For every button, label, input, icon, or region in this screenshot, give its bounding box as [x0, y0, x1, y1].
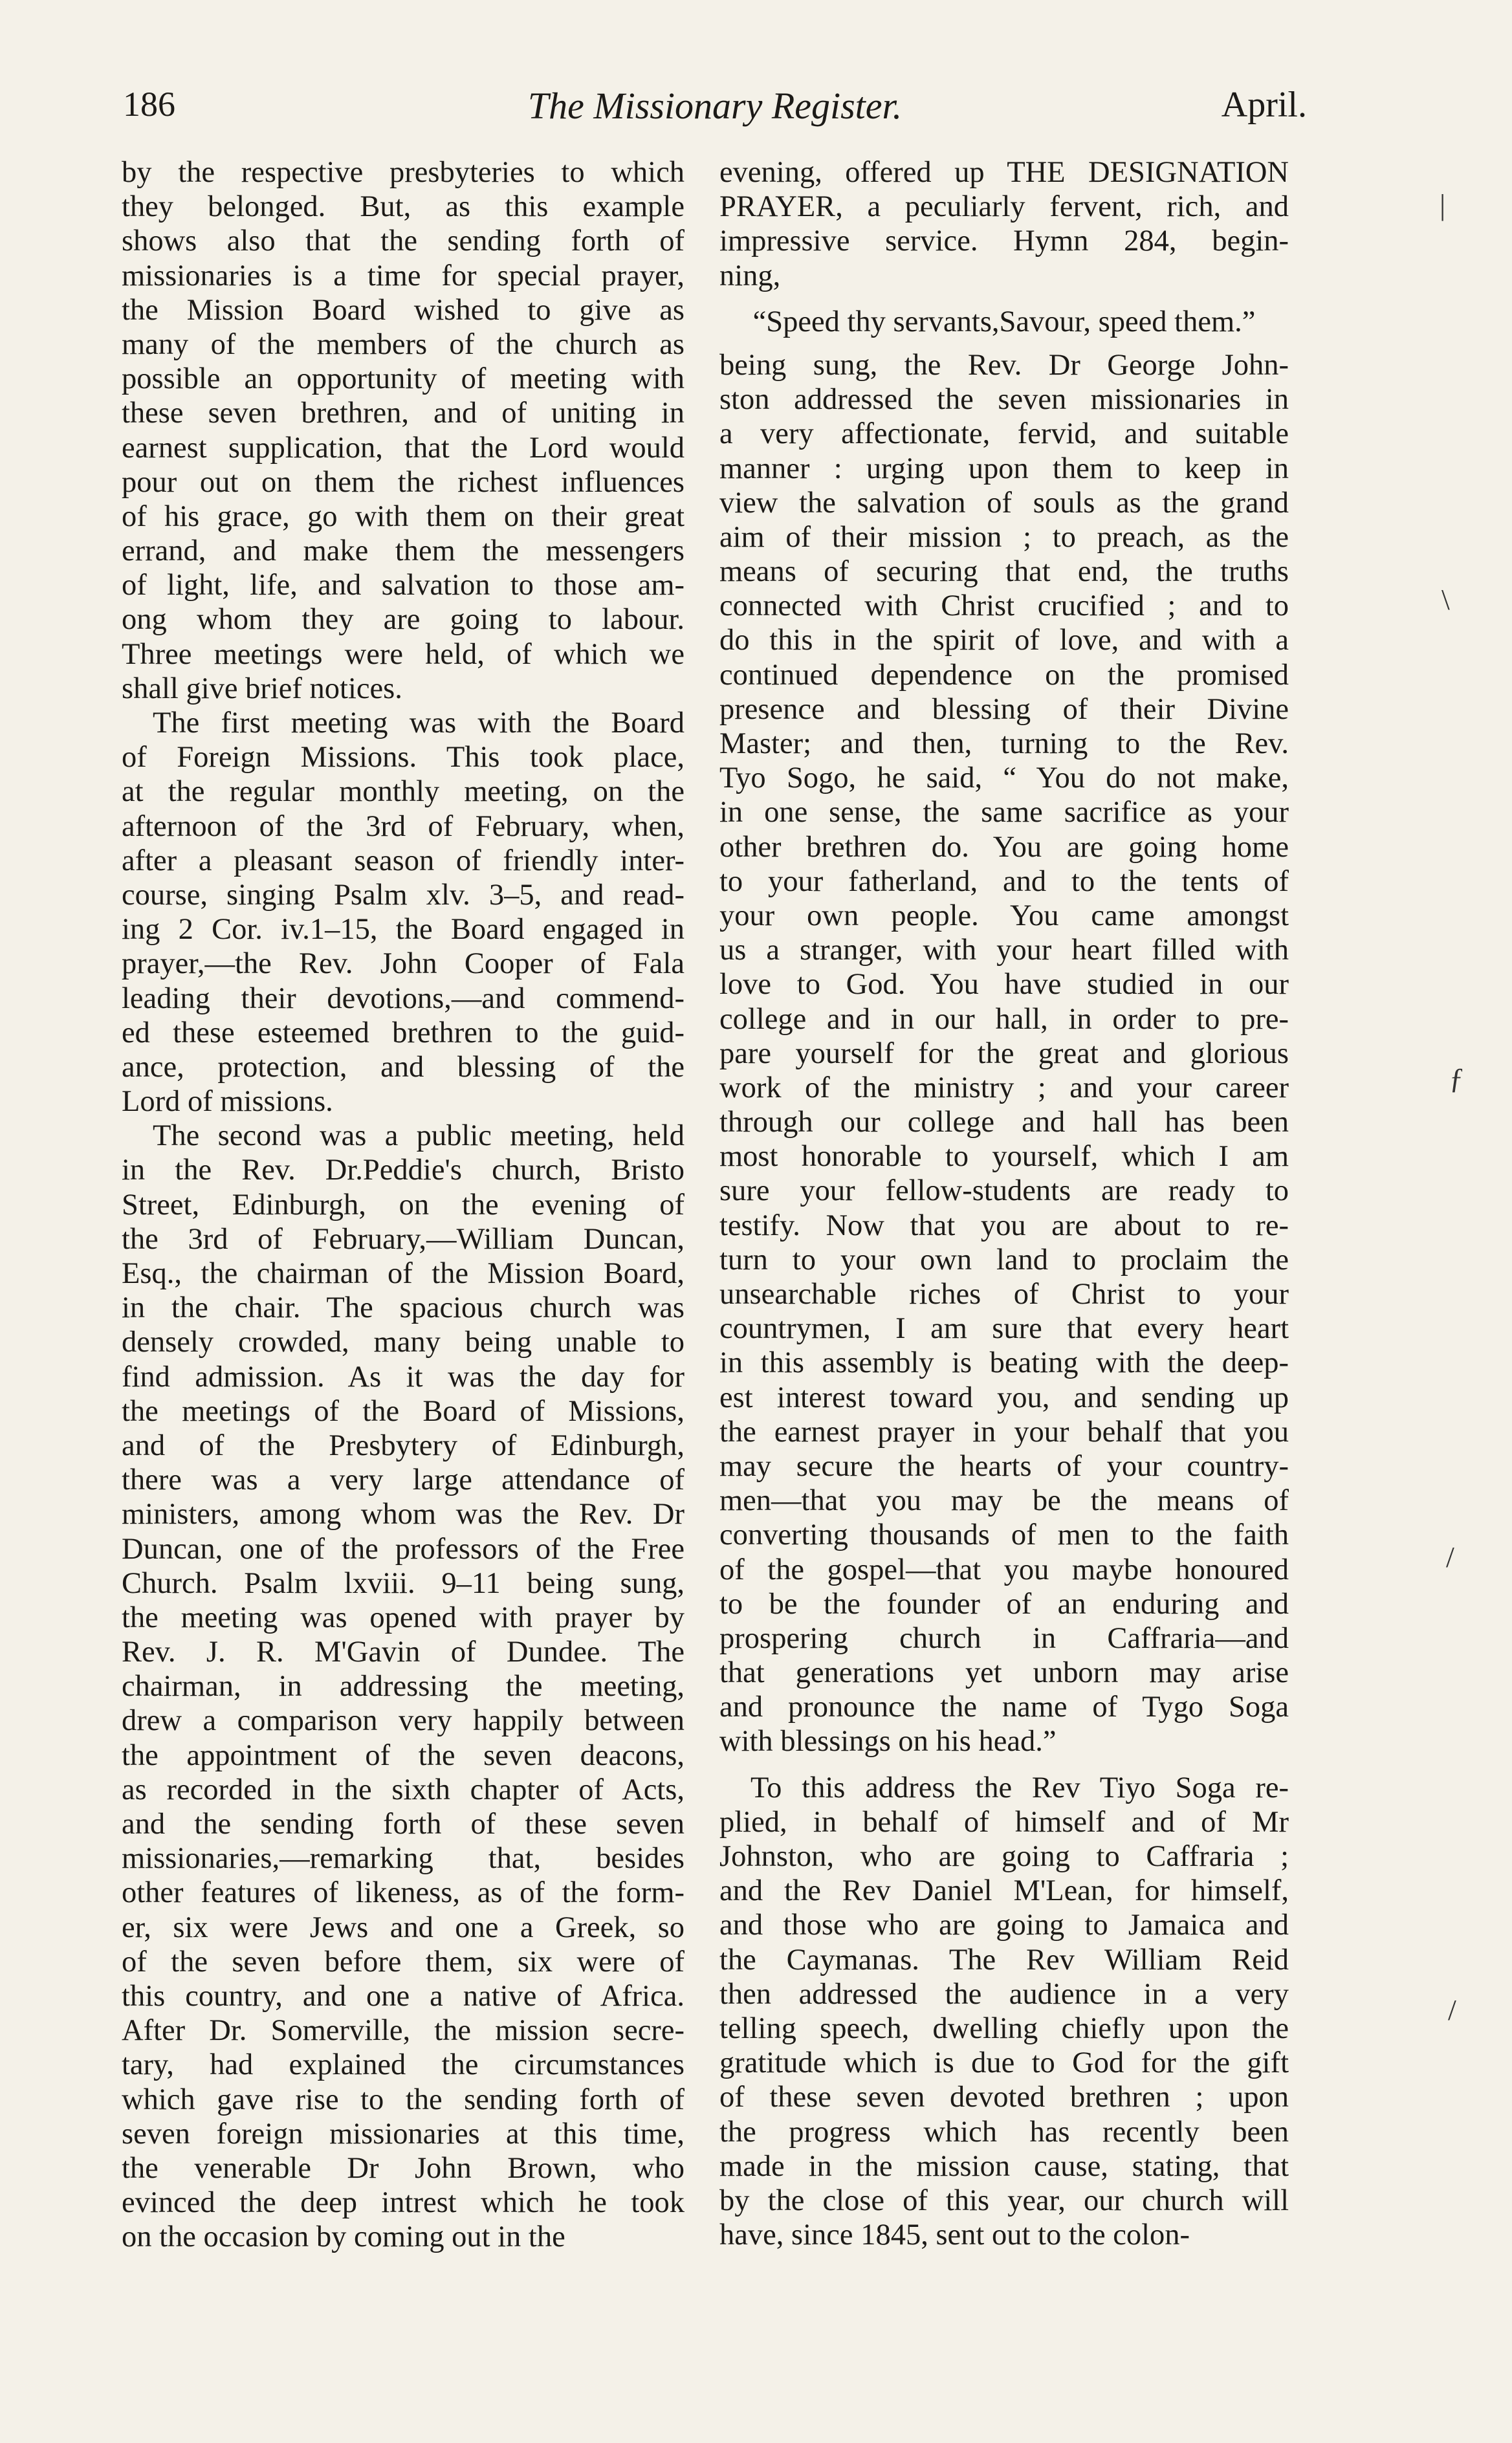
- text-line: and pronounce the name of Tygo Soga: [719, 1691, 1289, 1724]
- left-column: [122, 155, 685, 2254]
- text-line: these seven brethren, and of uniting in: [122, 397, 685, 430]
- text-line: afternoon of the 3rd of February, when,: [122, 809, 685, 843]
- text-line: sure your fellow-students are ready to: [719, 1174, 1289, 1208]
- text-line: pour out on them the richest influences: [122, 465, 685, 499]
- text-line: the meeting was opened with prayer by: [122, 1601, 685, 1634]
- text-line: to your fatherland, and to the tents of: [719, 864, 1289, 898]
- text-line: love to God. You have studied in our: [719, 968, 1289, 1002]
- text-line: continued dependence on the promised: [719, 658, 1289, 692]
- text-line: drew a comparison very happily between: [122, 1704, 685, 1738]
- text-line: of Foreign Missions. This took place,: [122, 741, 685, 774]
- text-line: densely crowded, many being unable to: [122, 1326, 685, 1359]
- text-line: leading their devotions,—and commend-: [122, 981, 685, 1015]
- text-line: most honorable to yourself, which I am: [719, 1140, 1289, 1174]
- text-line: To this address the Rev Tiyo Soga re-: [751, 1771, 1289, 1804]
- text-line: on the occasion by coming out in the: [122, 2220, 565, 2254]
- text-line: converting thousands of men to the faith: [719, 1518, 1289, 1552]
- text-line: in the chair. The spacious church was: [122, 1291, 685, 1325]
- text-line: by the respective presbyteries to which: [122, 156, 685, 189]
- text-line: college and in our hall, in order to pre-: [719, 1002, 1289, 1036]
- text-line: the 3rd of February,—William Duncan,: [122, 1222, 685, 1256]
- text-line: missionaries,—remarking that, besides: [122, 1842, 685, 1876]
- text-line: evinced the deep intrest which he took: [122, 2186, 685, 2220]
- text-line: er, six were Jews and one a Greek, so: [122, 1911, 685, 1944]
- text-line: the venerable Dr John Brown, who: [122, 2151, 685, 2185]
- text-line: other features of likeness, as of the form-: [122, 1876, 685, 1910]
- text-line: that generations yet unborn may arise: [719, 1656, 1289, 1690]
- text-line: ong whom they are going to labour.: [122, 603, 685, 637]
- text-line: made in the mission cause, stating, that: [719, 2149, 1289, 2183]
- text-line: chairman, in addressing the meeting,: [122, 1670, 685, 1704]
- text-line: errand, and make them the messengers: [122, 534, 685, 568]
- text-line: turn to your own land to proclaim the: [719, 1243, 1289, 1276]
- text-line: means of securing that end, the truths: [719, 555, 1289, 589]
- margin-mark: /: [1446, 1540, 1454, 1573]
- text-line: course, singing Psalm xlv. 3–5, and read-: [122, 878, 685, 912]
- text-line: a very affectionate, fervid, and suitable: [719, 417, 1289, 451]
- page-number: 186: [123, 85, 175, 124]
- text-line: Esq., the chairman of the Mission Board,: [122, 1257, 685, 1290]
- text-line: seven foreign missionaries at this time,: [122, 2117, 685, 2151]
- text-line: missionaries is a time for special prayer,: [122, 259, 685, 292]
- text-line: Lord of missions.: [122, 1085, 333, 1119]
- text-line: tary, had explained the circumstances: [122, 2048, 685, 2082]
- text-line: they belonged. But, as this example: [122, 190, 685, 224]
- text-line: us a stranger, with your heart filled with: [719, 934, 1289, 967]
- text-line: pare yourself for the great and glorious: [719, 1036, 1289, 1070]
- text-line: Rev. J. R. M'Gavin of Dundee. The: [122, 1636, 685, 1669]
- text-line: manner : urging upon them to keep in: [719, 452, 1289, 485]
- text-line: possible an opportunity of meeting with: [122, 362, 685, 396]
- text-line: and the sending forth of these seven: [122, 1808, 685, 1841]
- running-header: [123, 84, 1307, 136]
- text-line: view the salvation of souls as the grand: [719, 486, 1289, 520]
- margin-mark: /: [1448, 1993, 1456, 2026]
- text-line: shows also that the sending forth of: [122, 225, 685, 258]
- text-line: the Caymanas. The Rev William Reid: [719, 1943, 1289, 1977]
- text-line: have, since 1845, sent out to the colon-: [719, 2218, 1190, 2252]
- text-line: ston addressed the seven missionaries in: [719, 383, 1289, 417]
- text-line: at the regular monthly meeting, on the: [122, 775, 685, 809]
- text-line: testify. Now that you are about to re-: [719, 1209, 1289, 1242]
- text-line: The second was a public meeting, held: [153, 1119, 685, 1153]
- right-column-reply: [719, 1771, 1289, 2253]
- text-line: by the close of this year, our church will: [719, 2184, 1289, 2217]
- text-line: of the seven before them, six were of: [122, 1945, 685, 1978]
- text-line: this country, and one a native of Africa.: [122, 1979, 685, 2013]
- text-line: the earnest prayer in your behalf that you: [719, 1415, 1289, 1449]
- text-line: other brethren do. You are going home: [719, 830, 1289, 864]
- right-column: [719, 155, 1289, 2252]
- text-line: impressive service. Hymn 284, begin-: [719, 225, 1289, 258]
- text-line: there was a very large attendance of: [122, 1463, 685, 1497]
- text-line: The first meeting was with the Board: [153, 707, 685, 739]
- text-line: Master; and then, turning to the Rev.: [719, 727, 1289, 761]
- text-line: countrymen, I am sure that every heart: [719, 1312, 1289, 1346]
- margin-mark: |: [1440, 188, 1446, 221]
- text-line: of these seven devoted brethren ; upon: [719, 2081, 1289, 2114]
- text-line: PRAYER, a peculiarly fervent, rich, and: [719, 190, 1289, 224]
- text-line: the appointment of the seven deacons,: [122, 1738, 685, 1772]
- text-line: through our college and hall has been: [719, 1106, 1289, 1139]
- text-line: and the Rev Daniel M'Lean, for himself,: [719, 1874, 1289, 1908]
- right-column-address: [719, 348, 1289, 1759]
- text-line: unsearchable riches of Christ to your: [719, 1278, 1289, 1311]
- text-line: the Mission Board wished to give as: [122, 293, 685, 327]
- text-line: after a pleasant season of friendly inter-: [122, 844, 685, 877]
- text-line: est interest toward you, and sending up: [719, 1381, 1289, 1414]
- text-line: ing 2 Cor. iv.1–15, the Board engaged in: [122, 913, 685, 947]
- text-line: ning,: [719, 259, 781, 292]
- running-title: The Missionary Register.: [527, 85, 903, 127]
- text-line: of his grace, go with them on their great: [122, 499, 685, 533]
- text-line: work of the ministry ; and your career: [719, 1071, 1289, 1104]
- text-line: shall give brief notices.: [122, 672, 402, 705]
- text-line: presence and blessing of their Divine: [719, 692, 1289, 726]
- text-line: gratitude which is due to God for the gift: [719, 2046, 1289, 2080]
- text-line: ance, protection, and blessing of the: [122, 1050, 685, 1084]
- text-line: earnest supplication, that the Lord would: [122, 431, 685, 465]
- right-column-opening: [719, 155, 1289, 293]
- text-line: After Dr. Somerville, the mission secre-: [122, 2014, 685, 2048]
- text-line: Street, Edinburgh, on the evening of: [122, 1188, 685, 1222]
- text-line: prayer,—the Rev. John Cooper of Fala: [122, 947, 685, 981]
- text-line: Tyo Sogo, he said, “ You do not make,: [719, 761, 1289, 795]
- text-line: in one sense, the same sacrifice as your: [719, 796, 1289, 829]
- text-line: Duncan, one of the professors of the Free: [122, 1532, 685, 1566]
- header-month: April.: [1221, 85, 1307, 125]
- text-line: being sung, the Rev. Dr George John-: [719, 348, 1289, 382]
- text-line: then addressed the audience in a very: [719, 1977, 1289, 2011]
- text-line: the meetings of the Board of Missions,: [122, 1394, 685, 1428]
- text-line: telling speech, dwelling chiefly upon the: [719, 2011, 1289, 2045]
- text-line: do this in the spirit of love, and with a: [719, 624, 1289, 657]
- text-line: Johnston, who are going to Caffraria ;: [719, 1840, 1289, 1874]
- text-line: aim of their mission ; to preach, as the: [719, 520, 1289, 554]
- text-line: men—that you may be the means of: [719, 1484, 1289, 1518]
- text-line: of light, life, and salvation to those am-: [122, 569, 685, 602]
- text-line: connected with Christ crucified ; and to: [719, 589, 1289, 623]
- text-line: many of the members of the church as: [122, 327, 685, 361]
- text-line: the progress which has recently been: [719, 2115, 1289, 2149]
- text-line: find admission. As it was the day for: [122, 1360, 685, 1394]
- margin-mark: ƒ: [1449, 1062, 1464, 1095]
- hymn-quote: “Speed thy servants,Savour, speed them.”: [752, 305, 1256, 338]
- text-line: to be the founder of an enduring and: [719, 1587, 1289, 1621]
- margin-mark: \: [1441, 583, 1450, 616]
- text-line: and of the Presbytery of Edinburgh,: [122, 1429, 685, 1462]
- text-line: plied, in behalf of himself and of Mr: [719, 1805, 1289, 1839]
- text-line: as recorded in the sixth chapter of Acts,: [122, 1773, 685, 1806]
- text-line: with blessings on his head.”: [719, 1725, 1057, 1758]
- text-line: your own people. You came amongst: [719, 899, 1289, 932]
- text-line: Church. Psalm lxviii. 9–11 being sung,: [122, 1566, 685, 1600]
- text-line: which gave rise to the sending forth of: [122, 2083, 685, 2116]
- text-line: in this assembly is beating with the deep-: [719, 1346, 1289, 1380]
- text-line: prospering church in Caffraria—and: [719, 1621, 1289, 1655]
- text-line: of the gospel—that you maybe honoured: [719, 1553, 1289, 1586]
- text-line: Three meetings were held, of which we: [122, 637, 685, 671]
- text-line: ministers, among whom was the Rev. Dr: [122, 1498, 685, 1531]
- text-line: may secure the hearts of your country-: [719, 1449, 1289, 1483]
- text-line: and those who are going to Jamaica and: [719, 1909, 1289, 1942]
- text-line: in the Rev. Dr.Peddie's church, Bristo: [122, 1154, 685, 1187]
- text-line: ed these esteemed brethren to the guid-: [122, 1016, 685, 1049]
- text-line: evening, offered up THE DESIGNATION: [719, 156, 1289, 189]
